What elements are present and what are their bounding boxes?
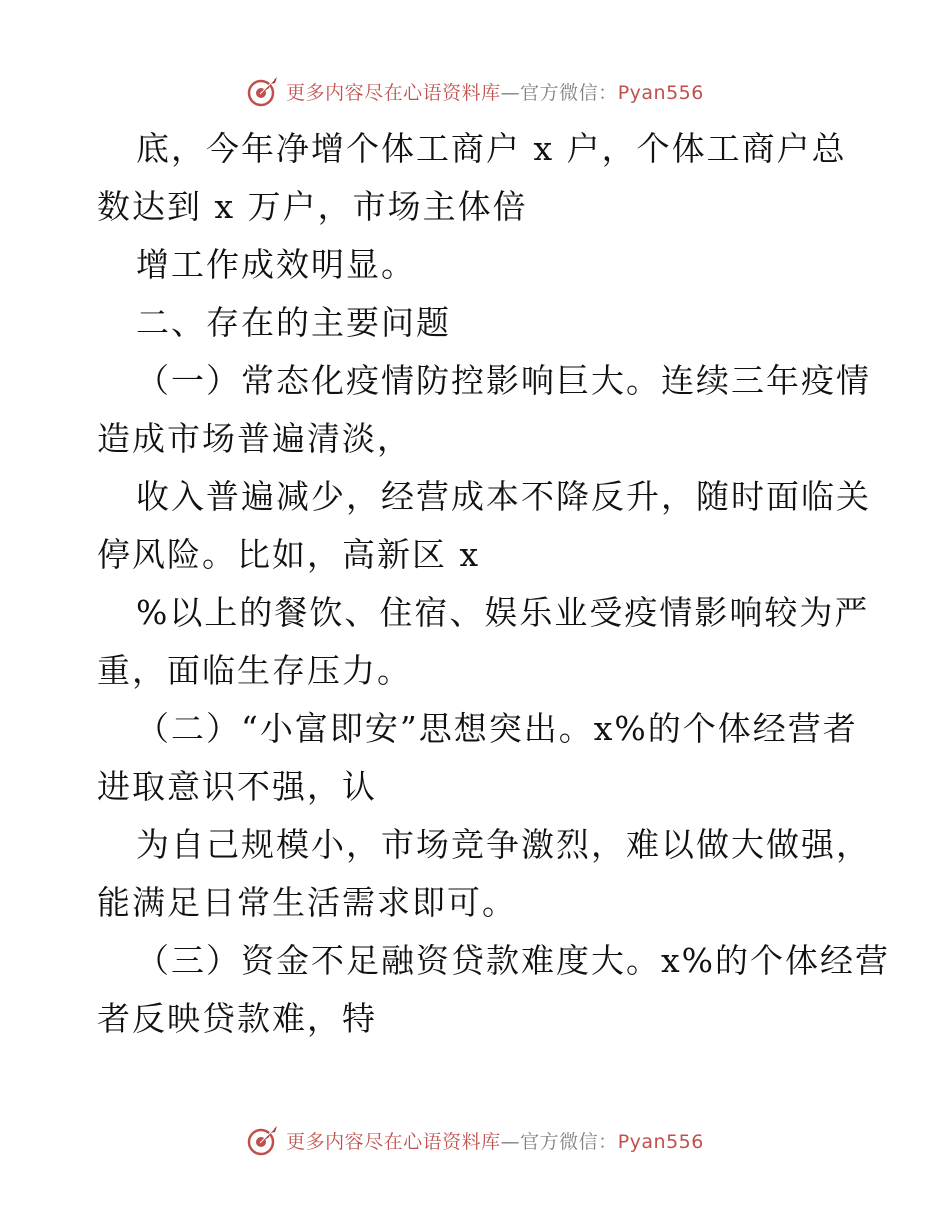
banner-dash: — [500, 1130, 521, 1153]
header-banner [0, 71, 950, 111]
body-line: %以上的餐饮、住宿、娱乐业受疫情影响较为严 [136, 593, 870, 632]
body-line: （二）“小富即安”思想突出。x%的个体经营者 [136, 709, 858, 748]
banner-site-text: 更多内容尽在心语资料库 [286, 81, 501, 104]
section-heading: 二、存在的主要问题 [136, 303, 451, 342]
quill-logo-icon [246, 1123, 280, 1157]
body-line: 者反映贷款难，特 [97, 999, 377, 1038]
body-line: （三）资金不足融资贷款难度大。x%的个体经营 [136, 941, 890, 980]
banner-text [286, 1127, 704, 1154]
body-line: 重，面临生存压力。 [97, 651, 412, 690]
body-line: 增工作成效明显。 [136, 245, 416, 284]
body-line: 进取意识不强，认 [97, 767, 377, 806]
banner-wechat-id: Pyan556 [617, 1130, 704, 1153]
body-line: 能满足日常生活需求即可。 [97, 883, 517, 922]
body-line: （一）常态化疫情防控影响巨大。连续三年疫情 [136, 361, 871, 400]
banner-text [286, 78, 704, 105]
body-line: 数达到 x 万户，市场主体倍 [97, 187, 528, 226]
body-line: 停风险。比如，高新区 x [97, 535, 481, 574]
body-line: 为自己规模小，市场竞争激烈，难以做大做强， [136, 825, 871, 864]
banner-wechat-id: Pyan556 [617, 81, 704, 104]
footer-banner [0, 1120, 950, 1160]
body-line: 造成市场普遍清淡， [97, 419, 412, 458]
body-line: 底，今年净增个体工商户 x 户，个体工商户总 [136, 129, 847, 168]
body-line: 收入普遍减少，经营成本不降反升，随时面临关 [136, 477, 871, 516]
banner-wechat-label: 官方微信： [520, 1130, 618, 1153]
banner-dash: — [500, 81, 521, 104]
quill-logo-icon [246, 74, 280, 108]
document-body [97, 120, 890, 1048]
banner-site-text: 更多内容尽在心语资料库 [286, 1130, 501, 1153]
banner-wechat-label: 官方微信： [520, 81, 618, 104]
